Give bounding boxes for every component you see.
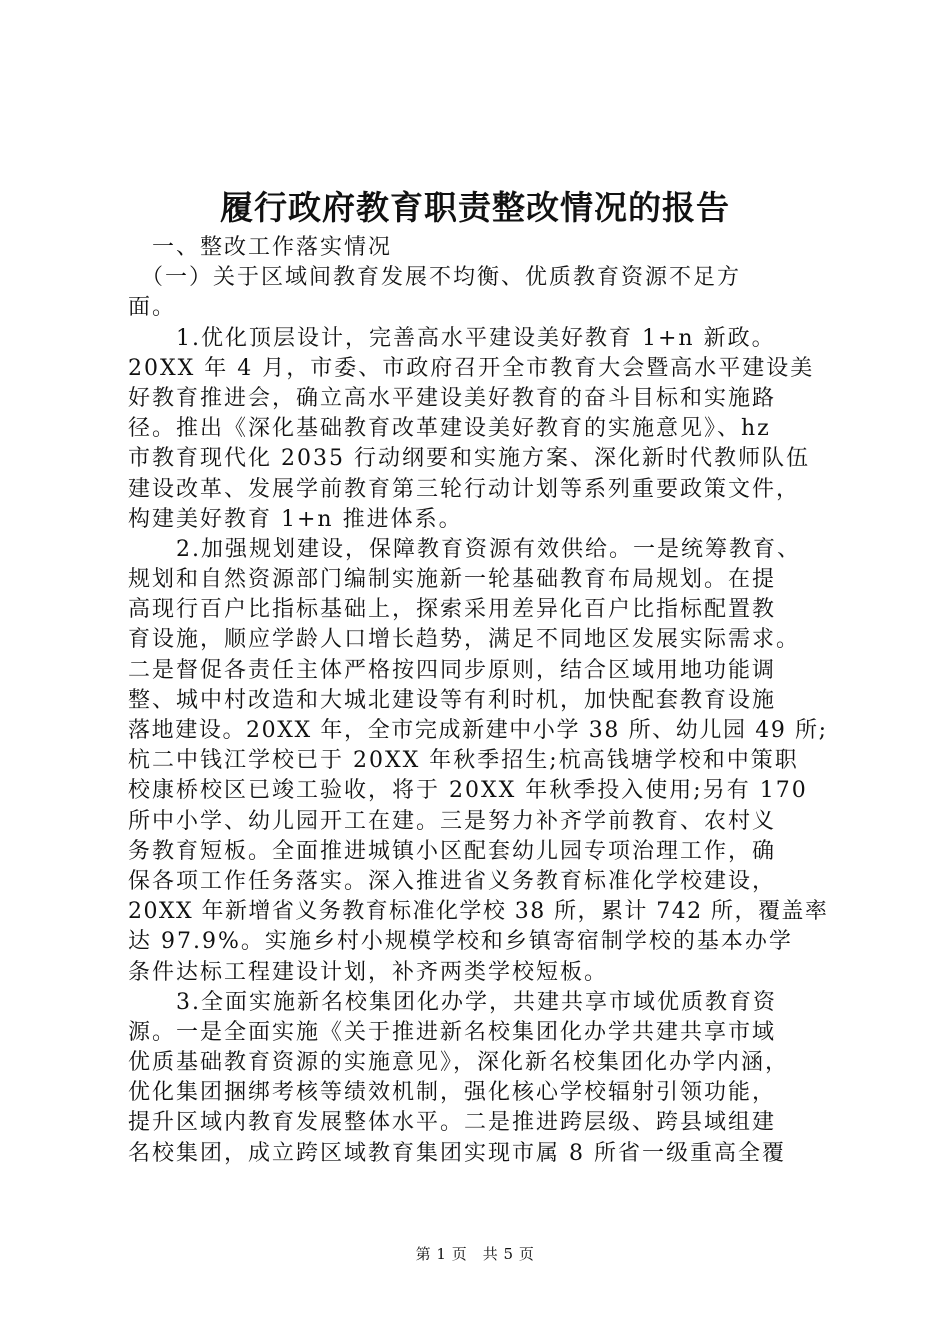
body-line: 达 97.9%。实施乡村小规模学校和乡镇寄宿制学校的基本办学 — [128, 929, 793, 955]
body-line: 径。推出《深化基础教育改革建设美好教育的实施意见》、hz — [128, 416, 771, 442]
body-line: 高现行百户比指标基础上，探索采用差异化百户比指标配置教 — [128, 597, 777, 623]
body-line: 规划和自然资源部门编制实施新一轮基础教育布局规划。在提 — [128, 567, 777, 593]
body-line: 整、城中村改造和大城北建设等有利时机，加快配套教育设施 — [128, 687, 777, 713]
page-footer: 第 1 页 共 5 页 — [415, 1245, 535, 1263]
body-line: 名校集团，成立跨区域教育集团实现市属 8 所省一级重高全覆 — [128, 1140, 786, 1166]
document-title: 履行政府教育职责整改情况的报告 — [220, 188, 730, 227]
body-line: 好教育推进会，确立高水平建设美好教育的奋斗目标和实施路 — [128, 385, 777, 411]
body-line: 3.全面实施新名校集团化办学，共建共享市域优质教育资 — [128, 989, 777, 1015]
document-body — [128, 233, 828, 1169]
body-line: 市教育现代化 2035 行动纲要和实施方案、深化新时代教师队伍 — [128, 446, 810, 472]
body-line: 条件达标工程建设计划，补齐两类学校短板。 — [128, 959, 609, 985]
body-line: 优化集团捆绑考核等绩效机制，强化核心学校辐射引领功能， — [128, 1080, 777, 1106]
body-line: 构建美好教育 1+n 推进体系。 — [128, 506, 463, 532]
body-line: 提升区域内教育发展整体水平。二是推进跨层级、跨县域组建 — [128, 1110, 777, 1136]
body-line: 面。 — [128, 295, 177, 321]
body-line: 20XX 年新增省义务教育标准化学校 38 所，累计 742 所，覆盖率 — [128, 899, 829, 925]
body-line: 校康桥校区已竣工验收，将于 20XX 年秋季投入使用;另有 170 — [128, 778, 808, 804]
body-line: 源。一是全面实施《关于推进新名校集团化办学共建共享市域 — [128, 1019, 777, 1045]
body-line: 保各项工作任务落实。深入推进省义务教育标准化学校建设， — [128, 868, 777, 894]
body-line: 20XX 年 4 月，市委、市政府召开全市教育大会暨高水平建设美 — [128, 355, 815, 381]
body-line: 1.优化顶层设计，完善高水平建设美好教育 1+n 新政。 — [128, 325, 776, 351]
body-line: 落地建设。20XX 年，全市完成新建中小学 38 所、幼儿园 49 所; — [128, 718, 828, 743]
body-line: 所中小学、幼儿园开工在建。三是努力补齐学前教育、农村义 — [128, 808, 777, 834]
body-line: 杭二中钱江学校已于 20XX 年秋季招生;杭高钱塘学校和中策职 — [128, 748, 799, 774]
body-line: 2.加强规划建设，保障教育资源有效供给。一是统筹教育、 — [128, 536, 801, 562]
body-line: 二是督促各责任主体严格按四同步原则，结合区域用地功能调 — [128, 657, 777, 683]
body-line: 一、整改工作落实情况 — [128, 235, 393, 260]
body-line: 务教育短板。全面推进城镇小区配套幼儿园专项治理工作，确 — [128, 838, 777, 864]
body-line: 优质基础教育资源的实施意见》，深化新名校集团化办学内涵， — [128, 1050, 790, 1076]
body-line: 育设施，顺应学龄人口增长趋势，满足不同地区发展实际需求。 — [128, 627, 801, 653]
body-line: 建设改革、发展学前教育第三轮行动计划等系列重要政策文件， — [128, 476, 801, 502]
body-line: （一）关于区域间教育发展不均衡、优质教育资源不足方 — [128, 265, 742, 291]
